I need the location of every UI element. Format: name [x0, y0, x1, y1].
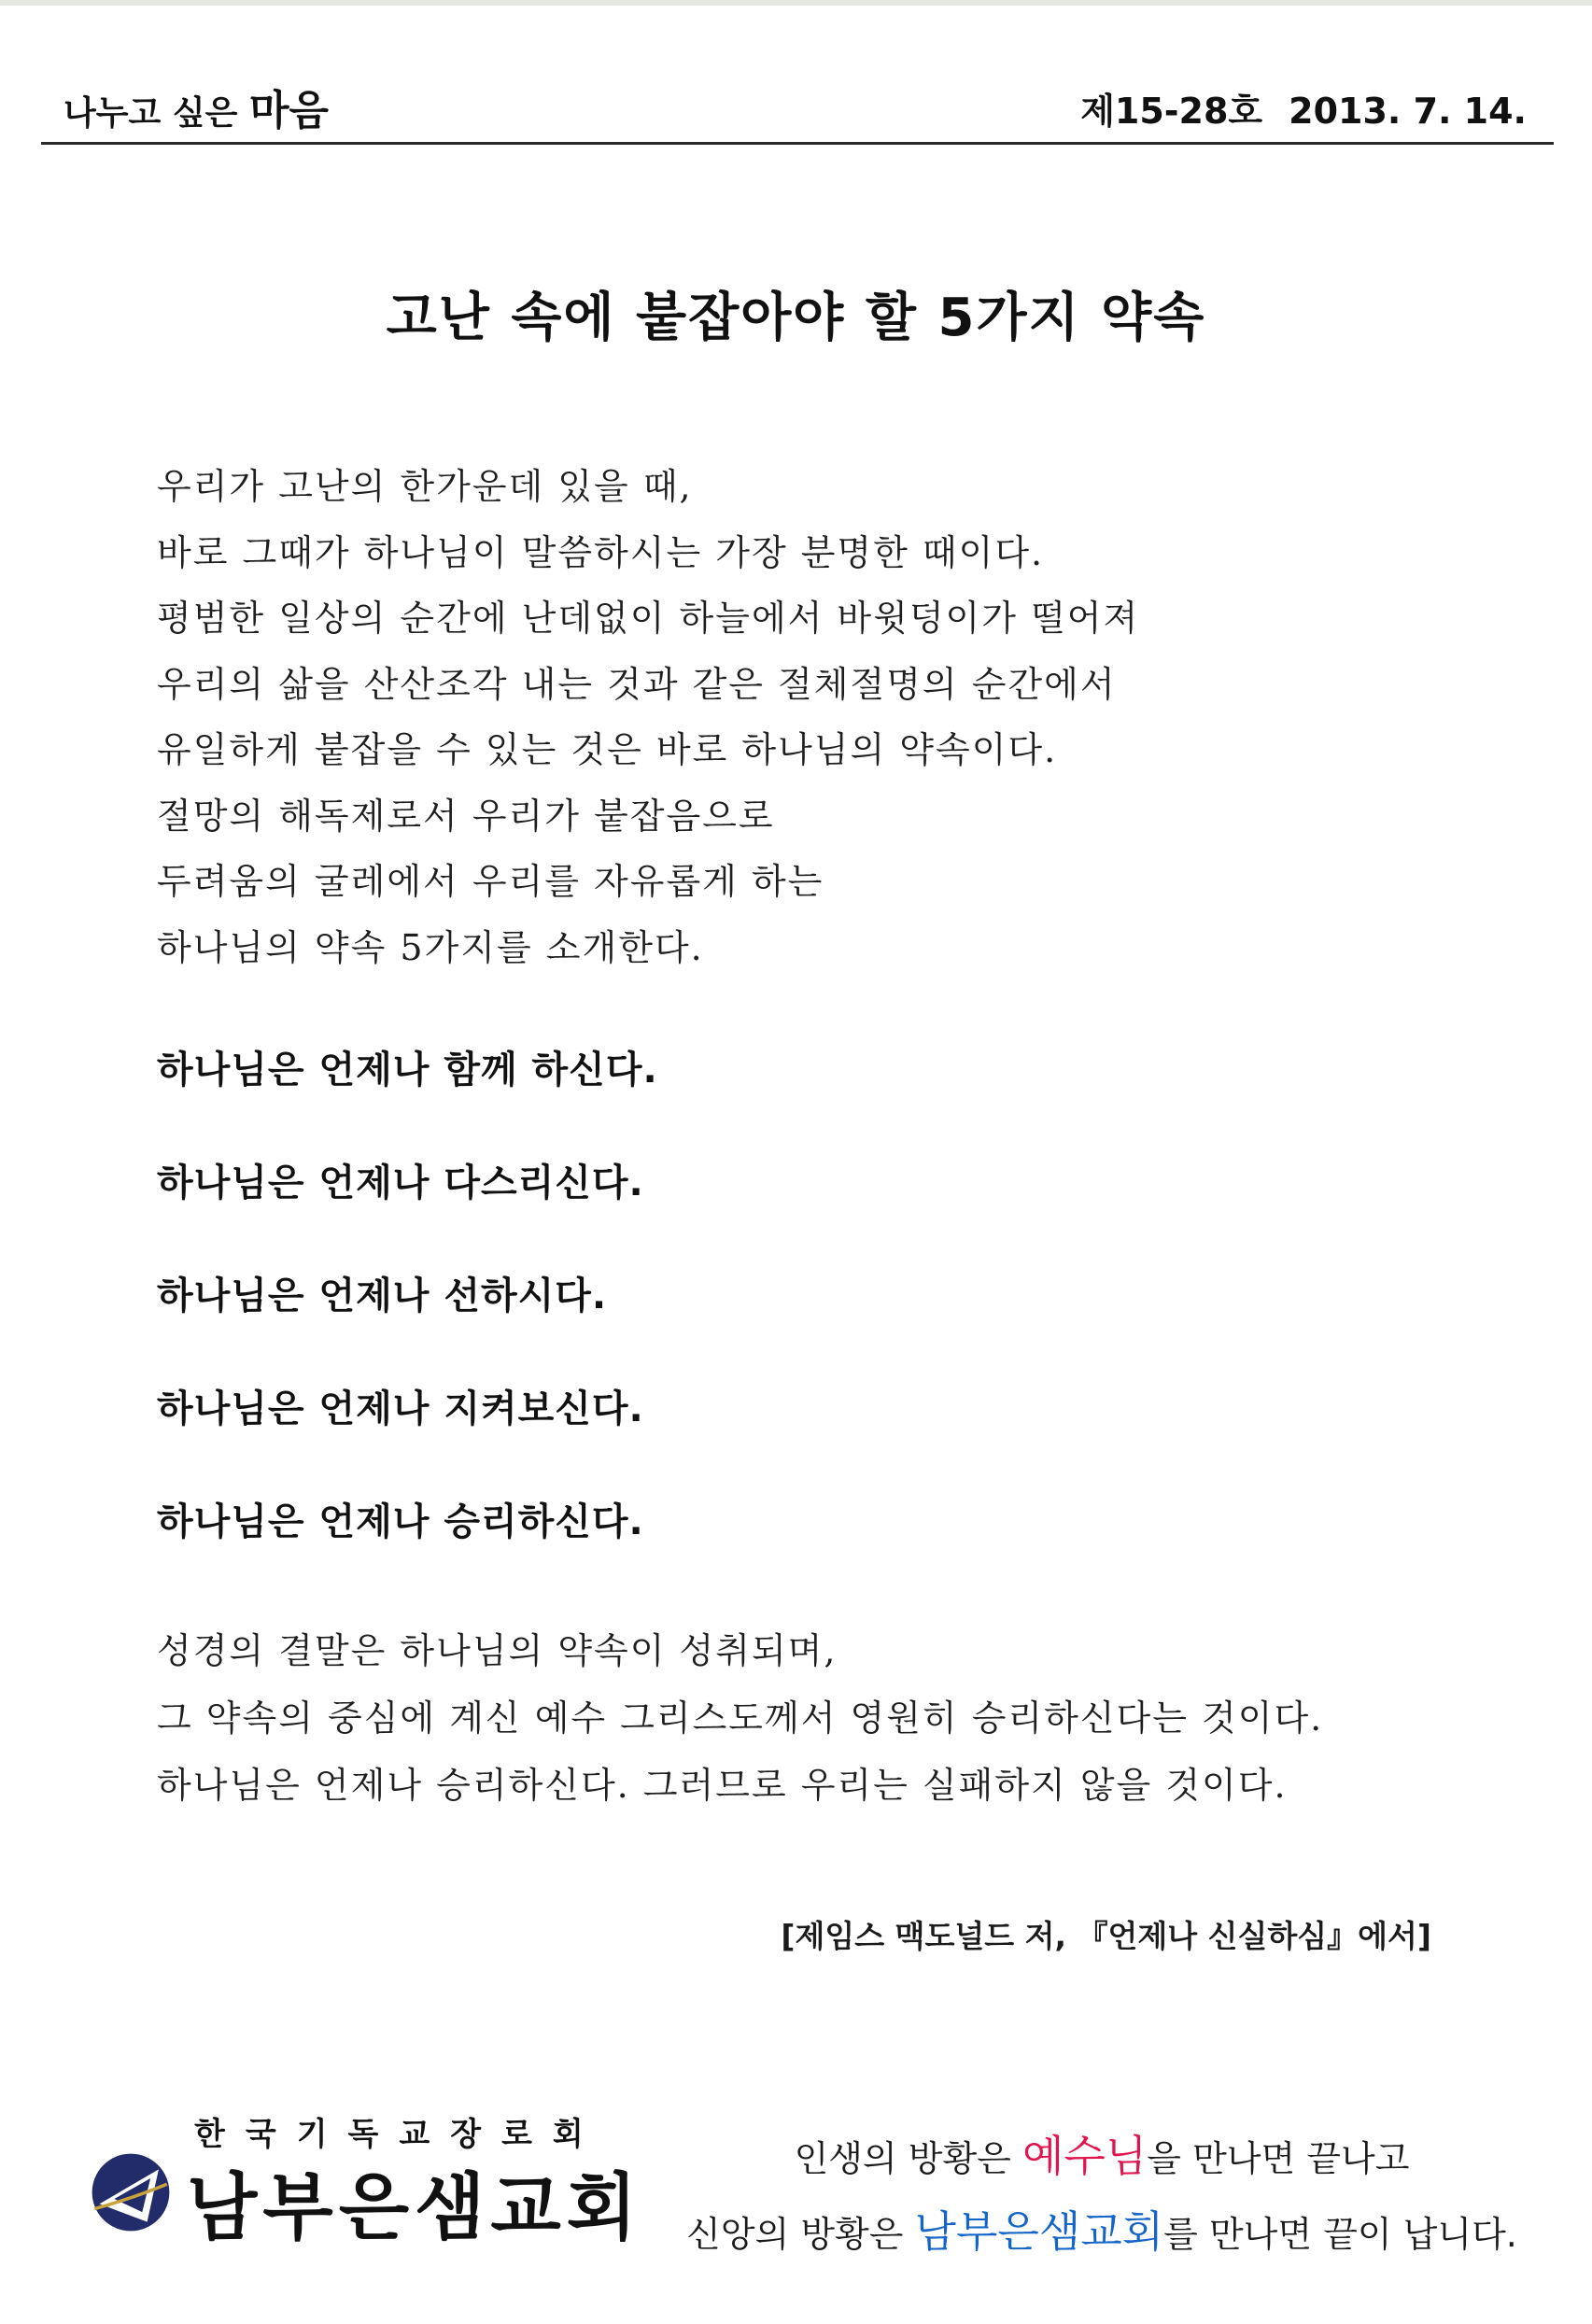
intro-line: 평범한 일상의 순간에 난데없이 하늘에서 바윗덩이가 떨어져	[157, 598, 1140, 639]
page-top-edge	[0, 0, 1592, 6]
source-citation: [제임스 맥도널드 저, 『언제나 신실하심』에서]	[781, 1918, 1431, 1954]
column-name	[63, 77, 329, 136]
promise-item: 하나님은 언제나 승리하신다.	[157, 1500, 644, 1543]
intro-line: 두려움의 굴레에서 우리를 자유롭게 하는	[157, 861, 824, 902]
closing-line: 그 약속의 중심에 계신 예수 그리스도께서 영원히 승리하신다는 것이다.	[157, 1697, 1324, 1739]
slogan-line	[682, 2195, 1522, 2271]
closing-line: 성경의 결말은 하나님의 약속이 성취되며,	[157, 1630, 838, 1671]
slogan-text: 인생의 방황은	[794, 2138, 1022, 2179]
issue-info	[1080, 82, 1527, 134]
slogan-line	[682, 2120, 1522, 2195]
column-emphasis: 마음	[248, 87, 329, 134]
intro-line: 하나님의 약속 5가지를 소개한다.	[157, 926, 704, 968]
slogan-highlight-church: 남부은샘교회	[914, 2206, 1164, 2257]
column-prefix: 나누고 싶은	[63, 94, 238, 133]
intro-line: 유일하게 붙잡을 수 있는 것은 바로 하나님의 약속이다.	[157, 729, 1058, 770]
promise-list	[157, 1042, 658, 1607]
issue-number: 제15-28호	[1080, 91, 1263, 132]
church-slogan	[682, 2120, 1522, 2271]
intro-paragraph	[157, 454, 1139, 980]
promise-item: 하나님은 언제나 지켜보신다.	[157, 1387, 644, 1430]
slogan-text: 신앙의 방황은	[686, 2214, 915, 2255]
intro-line: 우리가 고난의 한가운데 있을 때,	[157, 466, 693, 507]
header-divider	[41, 142, 1554, 145]
page-title: 고난 속에 붙잡아야 할 5가지 약속	[386, 288, 1206, 348]
slogan-text: 를 만나면 끝이 납니다.	[1163, 2214, 1517, 2255]
issue-date: 2013. 7. 14.	[1289, 91, 1527, 132]
intro-line: 우리의 삶을 산산조각 내는 것과 같은 절체절명의 순간에서	[157, 663, 1117, 705]
closing-line: 하나님은 언제나 승리하신다. 그러므로 우리는 실패하지 않을 것이다.	[157, 1765, 1288, 1806]
closing-paragraph	[157, 1617, 1323, 1819]
slogan-text: 을 만나면 끝나고	[1147, 2138, 1410, 2179]
church-name: 남부은샘교회	[187, 2166, 643, 2250]
slogan-highlight-jesus: 예수님	[1021, 2131, 1148, 2181]
intro-line: 절망의 해독제로서 우리가 붙잡음으로	[157, 795, 775, 837]
denomination-name: 한국기독교장로회	[194, 2116, 604, 2153]
church-logo-icon	[90, 2151, 172, 2233]
promise-item: 하나님은 언제나 선하시다.	[157, 1275, 608, 1317]
intro-line: 바로 그때가 하나님이 말씀하시는 가장 분명한 때이다.	[157, 531, 1045, 573]
promise-item: 하나님은 언제나 함께 하신다.	[157, 1049, 658, 1092]
promise-item: 하나님은 언제나 다스리신다.	[157, 1162, 644, 1204]
